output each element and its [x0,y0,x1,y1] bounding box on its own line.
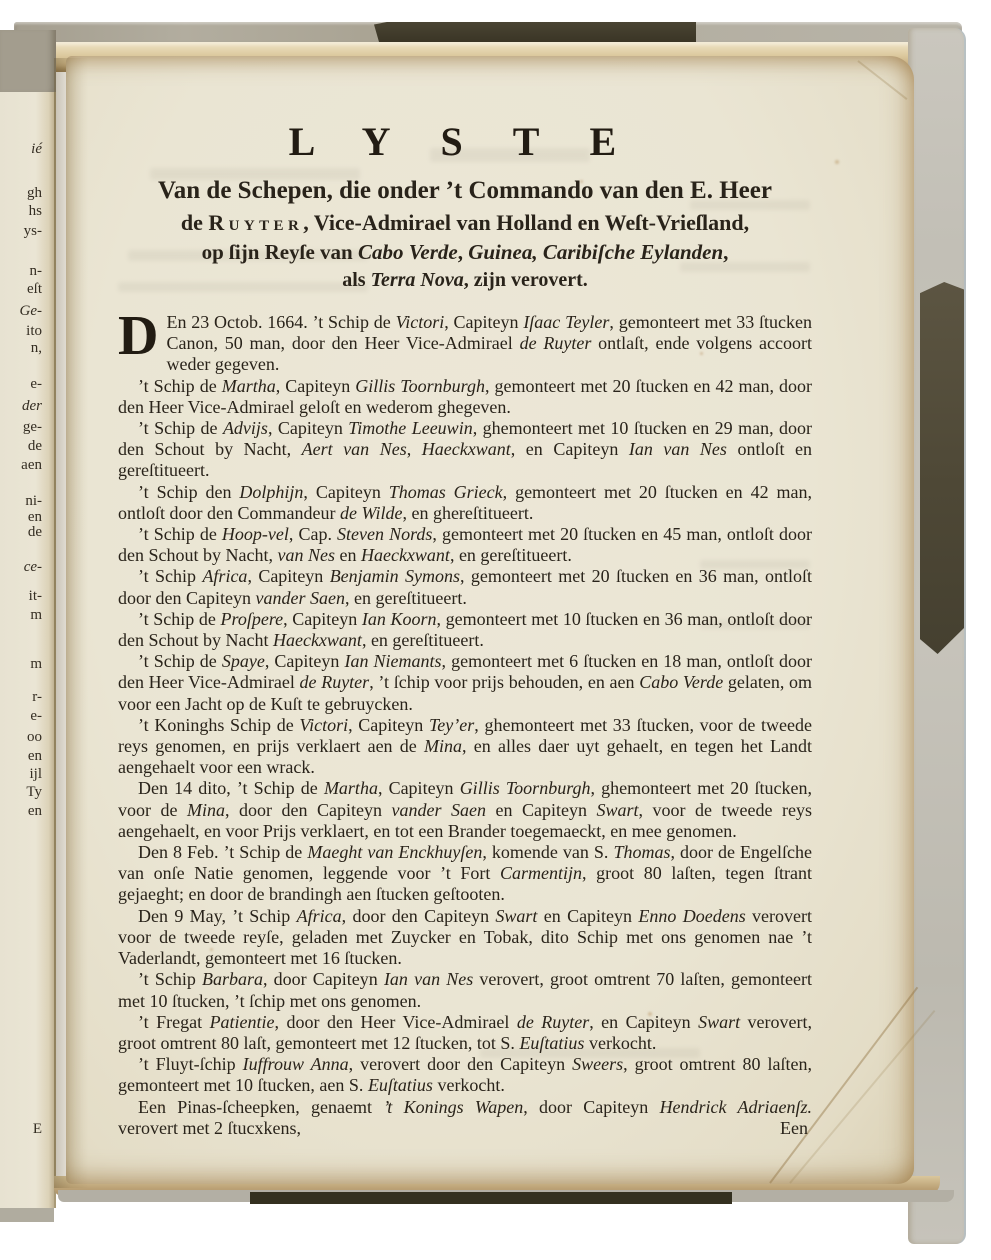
text-segment: Den 8 Feb. ’t Schip de [138,842,308,863]
text-segment: , Capiteyn [348,714,429,735]
text-segment: Swart [596,799,639,820]
text-segment: Martha [221,375,276,396]
text-segment: Mina [187,799,225,820]
facing-page-text-fragment: en [27,803,42,819]
text-segment: Gillis Toornburgh [459,778,591,799]
facing-page-text-fragment: der [22,398,42,414]
text-segment: , Capiteyn [267,418,349,439]
text-segment: Terra Nova [370,269,464,291]
paragraph [118,305,813,376]
facing-page-text-fragment: oo [27,729,42,745]
text-segment: , Vice-Admirael van Holland en Weſt-Vrieſland, [303,210,750,235]
text-segment: , gemonteert met 20 ſtucken en 45 man, ontloſt door den Schout by Nacht, [118,524,812,566]
facing-page-text-fragment: ge- [22,419,42,435]
drop-cap: D [118,305,159,367]
facing-page-text-fragment: e- [30,376,42,392]
subtitle-line-2 [118,210,812,236]
text-segment: ’t Fluyt-ſchip [138,1054,243,1075]
text-segment: Mina [424,736,463,757]
book-fore-edge [908,28,966,1244]
text-segment: , door den Capiteyn [341,905,496,926]
text-segment: , ’t ſchip voor prijs behouden, en aen [369,672,640,693]
text-segment: Spaye [221,651,265,672]
text-segment: Maeght van Enckhuyſen [307,842,483,863]
text-segment: Aert van Nes [301,439,407,460]
text-segment: ’t Schip de [138,608,221,629]
text-segment: verovert, groot omtrent 70 laſten, gemonteert met 10 ſtucken, ’t ſchip met ons genomen. [118,969,813,1011]
text-segment: Advijs [222,418,268,439]
body-text [118,305,813,1139]
text-segment: Ian van Nes [628,439,727,460]
subtitle-line-3 [118,240,812,265]
paragraph [118,906,812,970]
text-segment: , door Capiteyn [523,1096,660,1117]
cover-corner-left [0,30,56,100]
text-segment: Den 9 May, ’t Schip [138,905,297,926]
text-segment: Haeckxwant [421,439,511,460]
text-segment: , verovert door den Capiteyn [348,1054,573,1075]
facing-page-text-fragment: n, [30,340,42,356]
facing-page-text-fragment: Ge- [19,303,42,319]
text-segment: en Capiteyn [485,799,597,820]
text-segment: ontloſt en gereſtitueert. [118,439,813,481]
paragraph [118,778,812,842]
text-segment: , en gereſtitueert. [449,545,572,566]
paragraph [118,651,812,715]
text-segment: , en Capiteyn [510,439,629,460]
text-segment: Gillis Toornburgh [355,375,485,396]
paragraph [118,842,812,906]
text-segment: ’t Schip [138,969,202,990]
text-segment: , door den Heer Vice-Admirael [274,1011,517,1032]
text-segment: Thomas Grieck [388,481,503,502]
text-segment: de Ruyter [516,1011,590,1032]
text-segment: Ruyter [208,210,304,235]
text-segment: Africa [202,566,248,587]
text-segment: , Capiteyn [444,312,524,332]
text-segment: Proſpere [220,608,284,629]
facing-page-text-fragment: m [30,656,42,672]
text-segment: Een Pinas-ſcheepken, genaemt [138,1096,384,1117]
facing-page-bottom-edge [0,1208,54,1222]
text-segment: ’t Schip de [138,418,223,439]
text-segment: Cabo Verde [357,240,458,264]
text-segment: , Capiteyn [303,481,389,502]
text-segment: Sweers [572,1054,624,1075]
facing-page-edge [0,92,56,1208]
text-segment: verkocht. [432,1075,505,1096]
text-segment: Victori [299,714,349,735]
text-segment: , en alles daer uyt gehaelt, en tegen het Landt aengehaelt voor een wrack. [118,736,812,778]
text-segment: verovert voor de tweede reyſe, geladen met Zuycker en Tobak, dito Schip met ons genomen nae ’t Vaderlandt, gemonteert met 16 ſtucken. [118,905,812,969]
text-segment: , zijn verovert. [463,269,588,291]
subtitle-line-1 [118,177,812,205]
text-segment: ’t Schip de [138,375,222,396]
text-segment: Haeckxwant [272,630,362,651]
text-segment: Swart [698,1011,741,1032]
paragraph [118,969,812,1011]
text-segment: , komende van S. [482,842,614,863]
text-segment: gelaten, om voor een Jacht op de Kuſt te gebruycken. [118,672,813,714]
page-title: LYSTE [288,119,667,164]
text-segment: Carmentijn [499,863,582,884]
text-segment: Dolphijn [239,481,304,502]
text-segment: ’t Schip [138,566,203,587]
text-segment: Enno Doedens [638,905,746,926]
catchword: Een [780,1117,808,1138]
text-segment: ’t Schip den [138,481,240,502]
facing-page-text-fragment: hs [28,203,42,219]
text-segment: , ghemonteert met 10 ſtucken en 29 man, door den Schout by Nacht, [118,418,812,460]
text-segment: , gemonteert met 20 ſtucken en 42 man, ontloſt door den Commandeur [118,481,812,523]
text-segment: de Ruyter [519,333,592,354]
text-segment: , gemonteert met 20 ſtucken en 36 man, ontloſt door den Capiteyn [118,566,812,608]
facing-page-text-fragment: gh [27,185,42,201]
book-board-dark-bottom [250,1192,732,1204]
text-segment: Iuffrouw Anna [242,1054,349,1075]
text-segment: , Capiteyn [283,608,362,629]
book-page [66,56,914,1184]
paragraph [118,609,812,651]
text-segment: Iſaac Teyler [523,312,610,332]
text-segment: , Capiteyn [275,375,356,396]
text-segment: , Capiteyn [264,651,345,672]
paragraph [118,715,812,779]
text-segment: verkocht. [584,1032,657,1053]
text-segment: , Cap. [288,524,338,545]
text-segment: , en Capiteyn [589,1011,699,1032]
text-segment: , groot 80 laſten, tegen ſtrant gejaeght; en door de brandingh aen ſtucken geſtooten. [118,863,813,905]
text-segment: , [457,240,469,264]
paragraph [118,1012,812,1054]
text-segment: Ian van Nes [383,969,474,990]
text-segment: , ghemonteert met 20 ſtucken, voor de [118,778,812,820]
text-segment: , gemonteert met 33 ſtucken Canon, 50 man, door den Heer Vice-Admirael [166,312,812,354]
paragraph [118,418,812,482]
text-segment: Euſtatius [519,1032,585,1053]
text-segment: , [723,240,729,264]
text-segment: Cabo Verde [639,672,724,693]
text-segment: op ſijn Reyſe van [201,240,358,264]
page-corner-crease [857,60,907,100]
text-segment: Patientie [209,1011,275,1032]
text-segment: ’t Koninghs Schip de [138,714,300,735]
text-segment: de [180,210,209,235]
facing-page-text-fragment: ni- [25,493,42,509]
paragraph [118,524,812,566]
text-segment: , gemonteert met 6 ſtucken en 18 man, ontloſt door den Heer Vice-Admirael [118,651,812,693]
text-segment: Euſtatius [367,1075,433,1096]
text-segment: , voor de tweede reys aengehaelt, en voor Prijs verklaert, en tot een Brander toegemaeckt, en mee genomen. [118,799,812,841]
text-segment: verovert, groot omtrent 80 laſt, gemonteert met 12 ſtucken, tot S. [118,1011,813,1053]
foxing-spot [835,160,839,164]
text-segment: , door de Engelſche van onſe Natie genomen, leggende voor ’t Fort [118,842,813,884]
text-segment: Den 14 dito, ’t Schip de [138,778,324,799]
text-segment: Guinea, Caribiſche Eylanden [468,240,724,264]
paragraph [118,566,812,608]
subtitle-line-4 [118,269,812,292]
text-segment: , en ghereſtitueert. [402,502,534,523]
text-segment: , Capiteyn [247,566,330,587]
text-segment: als [342,269,371,291]
facing-page-text-fragment: en [27,509,42,525]
facing-page-text-fragment: en [27,748,42,764]
text-segment: Swart [495,905,538,926]
facing-page-text-fragment: it- [28,588,42,604]
text-segment: ’t Schip de [138,651,222,672]
facing-page-text-fragment: m [30,607,42,623]
facing-page-text-fragment: E [32,1121,42,1137]
text-segment: van Nes [277,545,335,566]
text-segment: Ian Koorn [361,608,437,629]
text-segment: en [334,545,361,566]
text-segment: En 23 Octob. 1664. ’t Schip de [166,312,396,332]
text-segment: ’t Konings Wapen [383,1096,524,1117]
text-segment: Ian Niemants [344,651,442,672]
paragraph [118,1054,812,1096]
text-segment: Hoop-vel [221,524,289,545]
text-segment: Hendrick Adriaenſz. [659,1096,812,1117]
text-column [118,118,812,1139]
text-segment: verovert met 2 ſtucxkens, [118,1117,301,1138]
text-segment: , ghemonteert met 33 ſtucken, voor de tweede reys genomen, en prijs verklaert aen de [118,714,812,757]
fore-edge-dark-band [920,282,964,654]
text-segment: Benjamin Symons [329,566,461,587]
text-segment: Thomas [613,842,671,863]
facing-page-text-fragment: aen [21,457,42,473]
text-segment: , door den Capiteyn [225,799,392,820]
text-segment: de Wilde [339,502,403,523]
facing-page-text-fragment: eſt [27,281,42,297]
text-segment: vander Saen [391,799,486,820]
text-segment: Van de Schepen, die onder ’t Commando van den E. Heer [158,177,772,204]
text-segment: Africa [296,905,342,926]
text-segment: en Capiteyn [537,905,639,926]
text-segment: , groot omtrent 80 laſten, gemonteert met 10 ſtucken, aen S. [118,1054,813,1096]
facing-page-text-fragment: Ty [26,784,42,800]
facing-page-text-fragment: r- [32,689,42,705]
paragraph [118,376,812,418]
text-segment: de Ruyter [299,672,370,693]
facing-page-text-fragment: e- [30,708,42,724]
facing-page-text-fragment: de [27,438,42,454]
text-segment: vander Saen [255,587,345,608]
text-segment: , gemonteert met 10 ſtucken en 36 man, ontloſt door den Schout by Nacht [118,608,812,651]
paragraph [118,482,812,524]
text-segment: ’t Fregat [138,1011,210,1032]
facing-page-text-fragment: ié [31,141,42,157]
text-segment: Barbara [201,969,263,990]
text-segment: , en gereſtitueert. [344,587,467,608]
text-segment: ontlaſt, ende volgens accoort weder gegeven. [166,333,813,375]
text-segment: ’t Schip de [138,524,222,545]
text-segment: , [406,439,422,460]
text-segment: , gemonteert met 20 ſtucken en 42 man, door den Heer Vice-Admirael geloſt en wederom ghegeven. [118,375,812,417]
facing-page-text-fragment: ys- [23,223,42,239]
facing-page-text-fragment: ito [26,323,42,339]
text-segment: Martha [323,778,378,799]
text-segment: , Capiteyn [377,778,460,799]
text-segment: Steven Nords [337,524,433,545]
text-segment: , en gereſtitueert. [361,630,484,651]
text-segment: Haeckxwant [360,545,450,566]
text-segment: Timothe Leeuwin [348,418,473,439]
facing-page-text-fragment: de [27,524,42,540]
text-segment: , door Capiteyn [263,969,384,990]
facing-page-text-fragment: ce- [23,559,42,575]
facing-page-text-fragment: ijl [29,766,42,782]
facing-page-text-fragment: n- [29,263,42,279]
text-segment: Victori [395,312,445,332]
text-segment: Tey’er [428,714,475,735]
